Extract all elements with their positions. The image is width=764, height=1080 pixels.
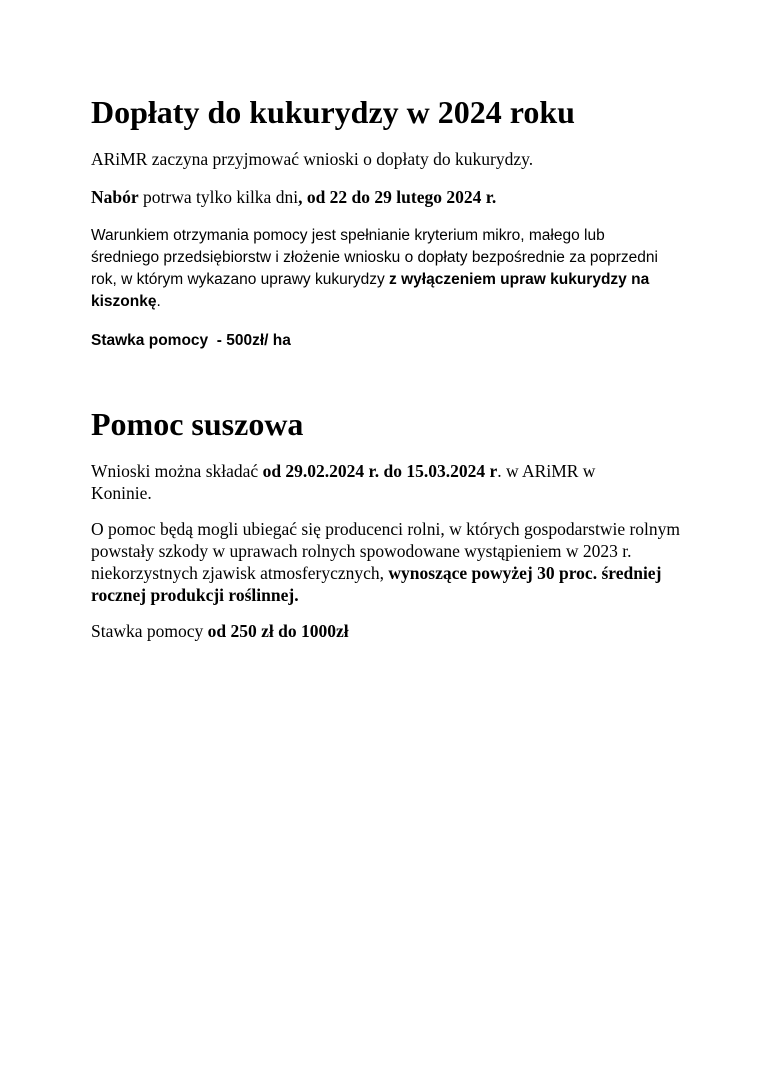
nabor-paragraph — [91, 186, 681, 208]
intro-paragraph: ARiMR zaczyna przyjmować wnioski o dopłaty do kukurydzy. — [91, 149, 534, 169]
eligibility-paragraph — [91, 518, 681, 606]
conditions-text: Warunkiem otrzymania pomocy jest spełnianie kryterium mikro, małego lub średniego przedsiębiorstw i złożenie wniosku o dopłaty bezpośrednie za poprzedni rok, w którym wykazano uprawy kukurydzy — [91, 227, 658, 288]
eligibility-text: O pomoc będą mogli ubiegać się producenci rolni, w których gospodarstwie rolnym powstały szkody w uprawach rolnych spowodowane wystąpieniem w 2023 r. niekorzystnych zjawisk atmosferycznych, — [91, 519, 681, 583]
apply-end: . w ARiMR w Koninie. — [91, 461, 596, 503]
apply-text: Wnioski można składać — [91, 461, 263, 481]
conditions-end: . — [156, 293, 161, 310]
drought-rate-label: Stawka pomocy — [91, 621, 208, 641]
conditions-exclusion: z wyłączeniem upraw kukurydzy na kiszonkę — [91, 271, 650, 310]
eligibility-threshold: wynoszące powyżej 30 proc. średniej rocznej produkcji roślinnej. — [91, 563, 662, 605]
nabor-label: Nabór — [91, 187, 139, 207]
section-title-dopłaty: Dopłaty do kukurydzy w 2024 roku — [91, 94, 575, 130]
apply-dates: od 29.02.2024 r. do 15.03.2024 r — [262, 461, 498, 481]
drought-rate-paragraph — [91, 620, 681, 642]
nabor-dates: , od 22 do 29 lutego 2024 r. — [298, 187, 497, 207]
nabor-text: potrwa tylko kilka dni — [138, 187, 299, 207]
section-title-pomoc-suszowa: Pomoc suszowa — [91, 406, 304, 442]
conditions-paragraph — [91, 225, 666, 313]
rate-paragraph — [91, 330, 681, 352]
apply-paragraph — [91, 460, 611, 504]
rate-value: Stawka pomocy - 500zł/ ha — [91, 332, 291, 349]
drought-rate-value: od 250 zł do 1000zł — [207, 621, 349, 641]
